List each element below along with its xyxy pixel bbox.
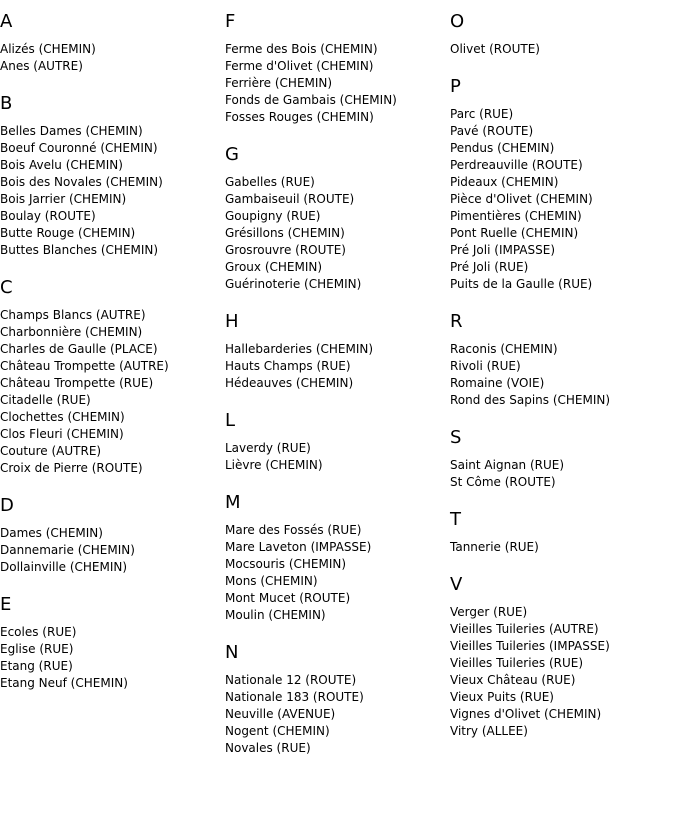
street-item: Boeuf Couronné (CHEMIN) <box>0 141 158 155</box>
street-item: Vieux Puits (RUE) <box>450 690 554 704</box>
street-item: Raconis (CHEMIN) <box>450 342 558 356</box>
street-item: Alizés (CHEMIN) <box>0 42 96 56</box>
street-item: Rond des Sapins (CHEMIN) <box>450 393 611 407</box>
letter-section <box>0 594 220 692</box>
letter-section <box>450 427 670 491</box>
street-item: Butte Rouge (CHEMIN) <box>0 226 136 240</box>
street-item: Grosrouvre (ROUTE) <box>225 243 346 257</box>
street-list <box>450 41 670 58</box>
street-item: St Côme (ROUTE) <box>450 475 556 489</box>
street-item: Pideaux (CHEMIN) <box>450 175 559 189</box>
street-item: Rivoli (RUE) <box>450 359 521 373</box>
street-list <box>0 624 220 692</box>
letter-heading: M <box>225 492 241 513</box>
street-item: Ferrière (CHEMIN) <box>225 76 333 90</box>
letter-section <box>0 11 220 75</box>
street-item: Eglise (RUE) <box>0 642 74 656</box>
street-item: Clochettes (CHEMIN) <box>0 410 125 424</box>
street-item: Puits de la Gaulle (RUE) <box>450 277 593 291</box>
street-item: Couture (AUTRE) <box>0 444 102 458</box>
street-item: Pièce d'Olivet (CHEMIN) <box>450 192 593 206</box>
street-item: Olivet (ROUTE) <box>450 42 540 56</box>
street-item: Belles Dames (CHEMIN) <box>0 124 143 138</box>
street-item: Vieilles Tuileries (IMPASSE) <box>450 639 610 653</box>
street-item: Pré Joli (RUE) <box>450 260 529 274</box>
street-item: Bois Avelu (CHEMIN) <box>0 158 123 172</box>
letter-heading: C <box>0 277 13 298</box>
street-item: Gabelles (RUE) <box>225 175 315 189</box>
street-item: Château Trompette (AUTRE) <box>0 359 169 373</box>
street-item: Mont Mucet (ROUTE) <box>225 591 351 605</box>
letter-heading: R <box>450 311 463 332</box>
street-item: Pimentières (CHEMIN) <box>450 209 582 223</box>
index-column <box>0 0 220 710</box>
street-list <box>225 672 445 757</box>
street-list <box>225 174 445 293</box>
letter-section <box>0 93 220 259</box>
street-list <box>225 341 445 392</box>
letter-heading: P <box>450 76 461 97</box>
street-item: Clos Fleuri (CHEMIN) <box>0 427 124 441</box>
letter-section <box>450 11 670 58</box>
street-item: Dollainville (CHEMIN) <box>0 560 128 574</box>
street-item: Hédeauves (CHEMIN) <box>225 376 354 390</box>
street-item: Bois des Novales (CHEMIN) <box>0 175 163 189</box>
letter-section <box>225 311 445 392</box>
street-item: Anes (AUTRE) <box>0 59 83 73</box>
street-list <box>225 41 445 126</box>
letter-heading: O <box>450 11 465 32</box>
street-item: Laverdy (RUE) <box>225 441 311 455</box>
letter-heading: D <box>0 495 14 516</box>
street-list <box>225 440 445 474</box>
letter-section <box>225 11 445 126</box>
street-item: Nationale 183 (ROUTE) <box>225 690 364 704</box>
street-item: Fonds de Gambais (CHEMIN) <box>225 93 397 107</box>
street-item: Vignes d'Olivet (CHEMIN) <box>450 707 602 721</box>
street-list <box>0 41 220 75</box>
street-item: Groux (CHEMIN) <box>225 260 323 274</box>
street-item: Parc (RUE) <box>450 107 514 121</box>
letter-section <box>450 76 670 293</box>
street-item: Dannemarie (CHEMIN) <box>0 543 135 557</box>
street-item: Vieilles Tuileries (AUTRE) <box>450 622 599 636</box>
street-list <box>450 457 670 491</box>
letter-heading: G <box>225 144 239 165</box>
letter-heading: H <box>225 311 239 332</box>
street-item: Croix de Pierre (ROUTE) <box>0 461 143 475</box>
street-item: Novales (RUE) <box>225 741 311 755</box>
street-item: Grésillons (CHEMIN) <box>225 226 345 240</box>
letter-heading: T <box>450 509 461 530</box>
street-list <box>450 604 670 740</box>
street-item: Dames (CHEMIN) <box>0 526 103 540</box>
street-item: Mare Laveton (IMPASSE) <box>225 540 372 554</box>
letter-heading: F <box>225 11 236 32</box>
street-item: Etang Neuf (CHEMIN) <box>0 676 128 690</box>
street-item: Vitry (ALLEE) <box>450 724 528 738</box>
street-item: Nogent (CHEMIN) <box>225 724 330 738</box>
letter-heading: S <box>450 427 462 448</box>
street-item: Pavé (ROUTE) <box>450 124 534 138</box>
street-item: Hallebarderies (CHEMIN) <box>225 342 374 356</box>
letter-heading: N <box>225 642 239 663</box>
street-item: Champs Blancs (AUTRE) <box>0 308 146 322</box>
street-item: Charbonnière (CHEMIN) <box>0 325 143 339</box>
street-item: Buttes Blanches (CHEMIN) <box>0 243 159 257</box>
letter-section <box>225 642 445 757</box>
street-item: Hauts Champs (RUE) <box>225 359 351 373</box>
street-item: Château Trompette (RUE) <box>0 376 154 390</box>
index-column <box>225 0 445 775</box>
letter-heading: A <box>0 11 13 32</box>
street-item: Ferme des Bois (CHEMIN) <box>225 42 378 56</box>
letter-section <box>0 495 220 576</box>
letter-heading: L <box>225 410 236 431</box>
letter-section <box>225 144 445 293</box>
street-item: Vieilles Tuileries (RUE) <box>450 656 584 670</box>
street-list <box>0 307 220 477</box>
street-item: Pré Joli (IMPASSE) <box>450 243 556 257</box>
street-item: Charles de Gaulle (PLACE) <box>0 342 158 356</box>
street-item: Verger (RUE) <box>450 605 528 619</box>
index-column <box>450 0 670 758</box>
street-list <box>0 123 220 259</box>
letter-heading: E <box>0 594 12 615</box>
letter-section <box>450 509 670 556</box>
street-item: Romaine (VOIE) <box>450 376 545 390</box>
street-item: Bois Jarrier (CHEMIN) <box>0 192 127 206</box>
street-list <box>450 341 670 409</box>
street-item: Citadelle (RUE) <box>0 393 91 407</box>
street-item: Pont Ruelle (CHEMIN) <box>450 226 579 240</box>
street-item: Etang (RUE) <box>0 659 73 673</box>
street-item: Mons (CHEMIN) <box>225 574 318 588</box>
street-item: Nationale 12 (ROUTE) <box>225 673 357 687</box>
street-list <box>0 525 220 576</box>
street-item: Pendus (CHEMIN) <box>450 141 555 155</box>
letter-section <box>225 492 445 624</box>
street-list <box>225 522 445 624</box>
street-item: Lièvre (CHEMIN) <box>225 458 323 472</box>
street-item: Goupigny (RUE) <box>225 209 321 223</box>
street-item: Gambaiseuil (ROUTE) <box>225 192 355 206</box>
letter-section <box>225 410 445 474</box>
street-item: Neuville (AVENUE) <box>225 707 336 721</box>
street-item: Fosses Rouges (CHEMIN) <box>225 110 374 124</box>
street-item: Boulay (ROUTE) <box>0 209 96 223</box>
street-item: Mocsouris (CHEMIN) <box>225 557 347 571</box>
street-item: Saint Aignan (RUE) <box>450 458 565 472</box>
street-item: Moulin (CHEMIN) <box>225 608 326 622</box>
street-item: Guérinoterie (CHEMIN) <box>225 277 362 291</box>
street-item: Ferme d'Olivet (CHEMIN) <box>225 59 374 73</box>
letter-section <box>450 311 670 409</box>
letter-section <box>450 574 670 740</box>
street-item: Mare des Fossés (RUE) <box>225 523 362 537</box>
letter-section <box>0 277 220 477</box>
street-item: Vieux Château (RUE) <box>450 673 576 687</box>
letter-heading: B <box>0 93 13 114</box>
street-list <box>450 539 670 556</box>
street-item: Ecoles (RUE) <box>0 625 77 639</box>
street-item: Perdreauville (ROUTE) <box>450 158 583 172</box>
letter-heading: V <box>450 574 463 595</box>
street-item: Tannerie (RUE) <box>450 540 539 554</box>
street-list <box>450 106 670 293</box>
